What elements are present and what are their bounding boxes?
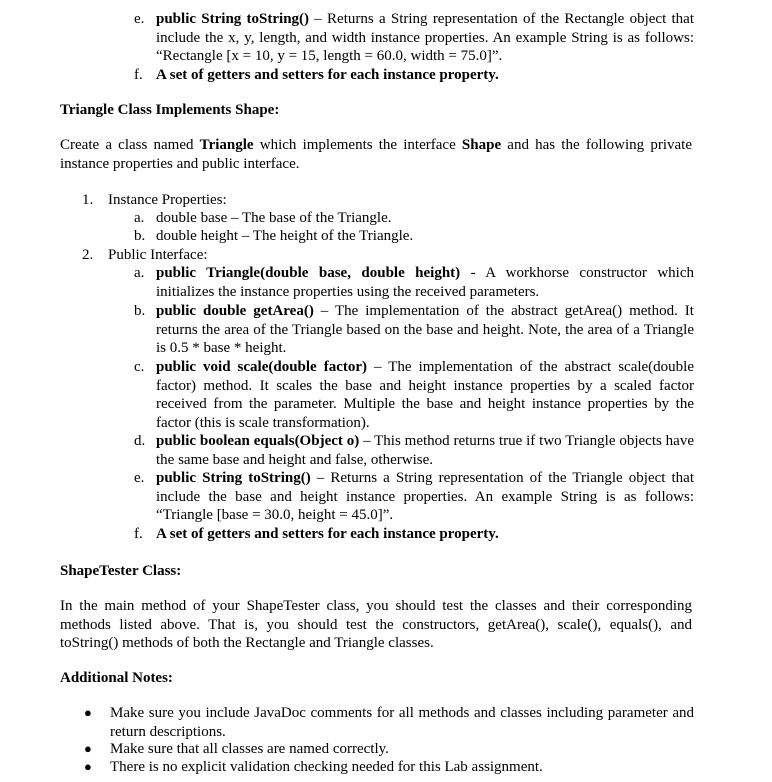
list-label: e.: [134, 11, 145, 27]
list-label: f.: [134, 67, 143, 83]
method-signature: public void scale(double factor): [156, 359, 368, 375]
method-description: – The implementation of the abstract getArea() method. It returns the area of the Triangle based on the base and height. Note, the area of a Triangle is 0.5 * base * height.: [156, 303, 694, 356]
list-label: f.: [134, 526, 143, 542]
property-text: double height – The height of the Triangle.: [156, 228, 414, 244]
method-description: – The implementation of the abstract scale(double factor) method. It scales the base and height instance properties by a scaled factor received from the parameter. Multiple the base and height instance properties by the factor (this is scale transformation).: [156, 359, 694, 431]
method-item: [134, 525, 694, 544]
method-item: [134, 358, 694, 432]
triangle-intro: Create a class named Triangle which implements the interface Shape and has the following private instance properties and public interface.: [60, 137, 692, 172]
list-label: a.: [134, 210, 145, 226]
list-item-instance-properties: [82, 191, 382, 210]
rect-method-f: [134, 66, 694, 85]
method-signature: public String toString(): [156, 470, 311, 486]
note-item: [84, 704, 694, 741]
note-text: Make sure that all classes are named correctly.: [110, 741, 389, 757]
list-title: Public Interface:: [108, 247, 208, 263]
note-item: [84, 758, 694, 777]
method-signature: A set of getters and setters for each instance property.: [156, 526, 499, 542]
class-name: Triangle: [199, 137, 254, 153]
tester-heading: ShapeTester Class:: [60, 563, 182, 579]
list-title: Instance Properties:: [108, 192, 227, 208]
note-text: There is no explicit validation checking needed for this Lab assignment.: [110, 759, 543, 775]
list-label: b.: [134, 228, 146, 244]
method-signature: public double getArea(): [156, 303, 314, 319]
bullet-icon: ●: [84, 741, 92, 756]
list-item-public-interface: [82, 246, 382, 265]
list-label: d.: [134, 433, 146, 449]
note-text: Make sure you include JavaDoc comments for all methods and classes including parameter and return descriptions.: [110, 705, 694, 740]
method-item: [134, 302, 694, 358]
triangle-heading: Triangle Class Implements Shape:: [60, 102, 280, 118]
interface-name: Shape: [461, 137, 502, 153]
method-item: [134, 469, 694, 525]
list-label: c.: [134, 359, 145, 375]
method-description: – Returns a String representation of the Triangle object that include the base and height instance properties. An example String is as follows: “Triangle [base = 30.0, height = 45.0]”.: [156, 470, 695, 523]
method-item: [134, 432, 694, 469]
list-label: b.: [134, 303, 146, 319]
rect-method-e: [134, 10, 694, 66]
notes-heading: Additional Notes:: [60, 670, 173, 686]
method-signature: public boolean equals(Object o): [156, 433, 360, 449]
property-text: double base – The base of the Triangle.: [156, 210, 392, 226]
list-label: 1.: [82, 192, 94, 208]
property-item: [134, 227, 694, 246]
list-label: 2.: [82, 247, 94, 263]
method-signature: public Triangle(double base, double height): [156, 265, 461, 281]
note-item: [84, 740, 694, 759]
method-description: – This method returns true if two Triangle objects have the same base and height and false, otherwise.: [156, 433, 694, 468]
method-description: - A workhorse constructor which initializes the instance properties using the received parameters.: [156, 265, 694, 300]
bullet-icon: ●: [84, 705, 92, 720]
method-signature: public String toString(): [156, 11, 310, 27]
list-label: e.: [134, 470, 145, 486]
method-item: [134, 264, 694, 301]
method-signature: A set of getters and setters for each instance property.: [156, 67, 499, 83]
list-label: a.: [134, 265, 145, 281]
method-description: – Returns a String representation of the Rectangle object that include the x, y, length, and width instance properties. An example String is as follows: “Rectangle [x = 10, y = 15, length = 60.0, width = 75.0]”.: [156, 11, 694, 64]
property-item: [134, 209, 694, 228]
bullet-icon: ●: [84, 759, 92, 774]
tester-paragraph: In the main method of your ShapeTester class, you should test the classes and their corresponding methods listed above. That is, you should test the constructors, getArea(), scale(), equals(), and toString() methods of both the Rectangle and Triangle classes.: [60, 598, 692, 651]
